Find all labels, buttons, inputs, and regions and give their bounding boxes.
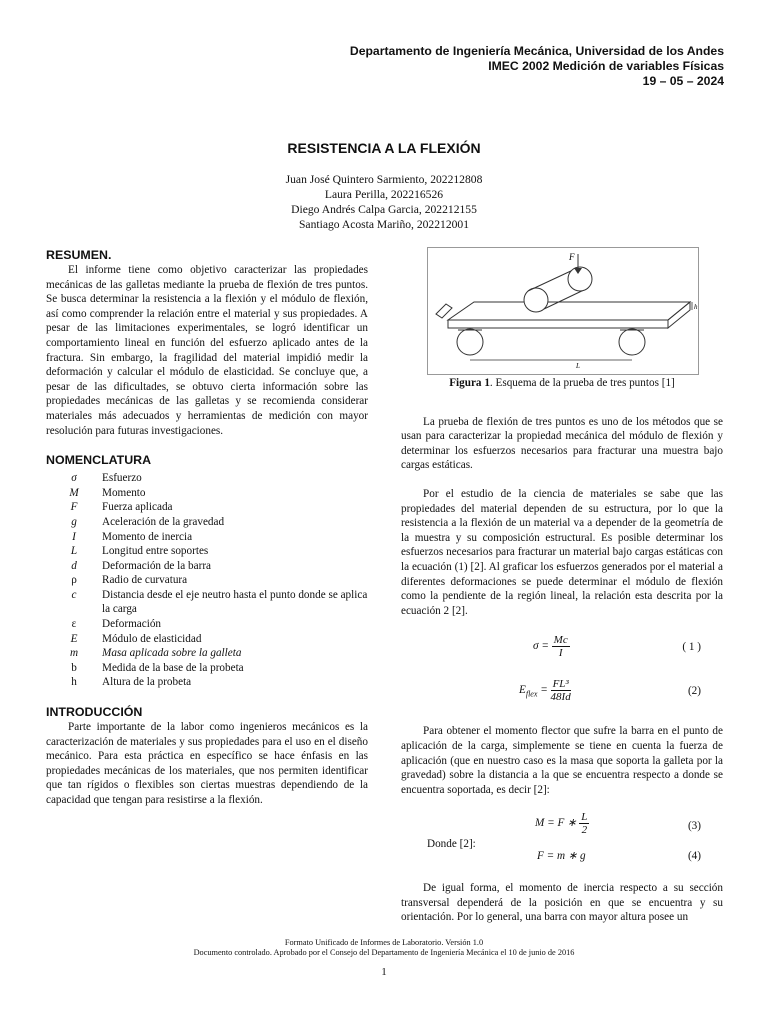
nomenclature-symbol: ρ: [71, 574, 77, 587]
nomenclature-symbol: L: [70, 545, 78, 558]
eq1-denominator: I: [558, 647, 563, 660]
eq3-tag: (3): [687, 820, 701, 833]
paragraph-three-point-intro: La prueba de flexión de tres puntos es uno de los métodos que se usan para caracterizar la propiedad mecánica del módulo de flexión y determinar los esfuerzos necesarios para fracturar una muestra bajo cargas estáticas.: [401, 415, 723, 472]
nomenclature-symbol: d: [71, 559, 77, 572]
nomenclature-item: [46, 500, 368, 515]
nomenclature-symbol: b: [71, 661, 77, 674]
nomenclature-item: [46, 573, 368, 588]
figure-three-point-bend: [427, 247, 699, 375]
figure-caption-label: Figura 1: [449, 377, 490, 389]
label-L: L: [576, 362, 580, 370]
resumen-text: El informe tiene como objetivo caracterizar las propiedades mecánicas de las galletas mediante la prueba de flexión de tres puntos. Se busca determinar la resistencia a la flexión y el módulo de flexión, así como comprender la relación entre el material y sus propiedades. A pesar de las limitaciones experimentales, se logró identificar un comportamiento lineal en función del esfuerzo aplicado antes de la fractura. Sin embargo, la fragilidad del material impidió medir la deformación y calcular el módulo de elasticidad. Se concluye que, a pesar de las dificultades, se obtuvo cierta información sobre las propiedades mecánicas de las galletas y se recomienda considerar materiales más adecuados y herramientas de medición con mayor resolución para futuras investigaciones.: [46, 264, 368, 437]
paper-title: RESISTENCIA A LA FLEXIÓN: [287, 140, 481, 156]
figure-caption-text: . Esquema de la prueba de tres puntos [1]: [489, 377, 675, 389]
author: Santiago Acosta Mariño, 202212001: [298, 218, 470, 231]
introduccion-heading: INTRODUCCIÓN: [46, 705, 143, 720]
figure-caption: [401, 376, 723, 391]
label-h: h: [694, 303, 698, 311]
nomenclature-item: [46, 559, 368, 574]
nomenclature-desc: Deformación de la barra: [102, 559, 212, 572]
eq4-tag: (4): [687, 850, 701, 863]
eq2-subscript: flex: [525, 689, 538, 699]
nomenclature-item: [46, 530, 368, 545]
header-department: Departamento de Ingeniería Mecánica, Universidad de los Andes: [349, 44, 724, 58]
nomenclature-desc: Aceleración de la gravedad: [102, 515, 225, 528]
nomenclatura-heading: NOMENCLATURA: [46, 453, 152, 468]
nomenclature-item: [46, 471, 368, 486]
nomenclature-desc: Radio de curvatura: [102, 574, 188, 587]
introduccion-text: Parte importante de la labor como ingenieros mecánicos es la caracterización de materiales y sus propiedades para el uso en el diseño mecánico. Para esta práctica en específico se hace énfasis en las propiedades mecánicas de los materiales, que nos permiten identificar que tan rígidos o flexibles son ciertas muestras dependiendo de la capacidad que tengan para resistirse a la flexión.: [46, 721, 368, 806]
equation-1: [401, 630, 723, 666]
nomenclature-desc: Longitud entre soportes: [102, 545, 209, 558]
nomenclature-item: [46, 617, 368, 632]
page-number: 1: [381, 966, 387, 978]
beam-top-face: [448, 302, 690, 320]
right-column: [401, 247, 723, 925]
nomenclature-desc: Momento de inercia: [102, 530, 193, 543]
nomenclature-item: [46, 632, 368, 647]
page-footer: [0, 938, 768, 958]
paragraph-bending-moment: Para obtener el momento flector que sufre la barra en el punto de aplicación de la carga, simplemente se tiene en cuenta la fuerza de aplicación (que en nuestro caso es la masa que soporta la galleta por la gravedad) sobre la distancia a la que se encuentra respecto a donde se encuentra soportada, es decir [2]:: [401, 725, 723, 796]
nomenclature-item: [46, 675, 368, 690]
nomenclature-item: [46, 486, 368, 501]
nomenclature-symbol: F: [70, 501, 78, 514]
nomenclature-desc: Distancia desde el eje neutro hasta el punto donde se aplica la carga: [102, 588, 368, 616]
nomenclature-item: [46, 646, 368, 661]
nomenclature-desc: Fuerza aplicada: [102, 501, 173, 514]
nomenclature-desc: Esfuerzo: [102, 472, 142, 485]
nomenclature-symbol: g: [71, 515, 77, 528]
nomenclature-symbol: m: [69, 647, 79, 660]
author: Diego Andrés Calpa Garcia, 202212155: [291, 203, 477, 216]
nomenclature-desc: Deformación: [102, 618, 162, 631]
eq3-numerator: L: [581, 811, 588, 824]
header-date: 19 – 05 – 2024: [642, 74, 724, 88]
author: Juan José Quintero Sarmiento, 202212808: [285, 173, 483, 186]
eq2-numerator: FL³: [552, 678, 569, 691]
paragraph-material-science: Por el estudio de la ciencia de materiales se sabe que las propiedades del material dependen de su estructura, por lo que la resistencia a la flexión de un material va a depender de la geometría de la muestra y su composición estructural. Es posible determinar los esfuerzos necesarios para fracturar un material bajo cargas estáticas con la ecuación (1) [2]. Al graficar los esfuerzos generados por el material a diferentes deformaciones se puede determinar el módulo de flexión como la pendiente de la región lineal, la relación esta descrita por la ecuación 2 [2].: [401, 487, 723, 617]
author-list: [0, 172, 768, 232]
label-F: F: [569, 252, 575, 262]
support-roller-left: [457, 329, 483, 355]
page-header: [350, 44, 724, 89]
nomenclature-item: [46, 588, 368, 617]
three-point-bend-diagram: [428, 248, 698, 374]
left-column: [46, 247, 368, 808]
nomenclature-desc: Masa aplicada sobre la galleta: [102, 647, 242, 660]
nomenclature-item: [46, 544, 368, 559]
nomenclature-desc: Momento: [102, 486, 146, 499]
author: Laura Perilla, 202216526: [324, 188, 444, 201]
nomenclature-symbol: h: [71, 676, 77, 689]
equation-2: [401, 674, 723, 710]
footer-approval: Documento controlado. Aprobado por el Consejo del Departamento de Ingeniería Mecánica el 10 de junio de 2016: [193, 948, 575, 957]
support-roller-right: [619, 329, 645, 355]
eq1-lhs: σ =: [533, 640, 549, 653]
eq1-tag: ( 1 ): [682, 641, 701, 654]
beam-front-face: [448, 320, 668, 328]
nomenclature-desc: Módulo de elasticidad: [102, 632, 202, 645]
footer-format: Formato Unificado de Informes de Laboratorio. Versión 1.0: [284, 938, 484, 947]
eq2-denominator: 48Id: [550, 691, 571, 704]
eq1-numerator: Mc: [553, 634, 568, 647]
equation-4: [401, 838, 723, 867]
donde-label: Donde [2]:: [427, 838, 476, 851]
eq2-tag: (2): [687, 685, 701, 698]
paragraph-moment-inertia: De igual forma, el momento de inercia respecto a su sección transversal dependerá de la posición en que se encuentra y su orientación. Por lo general, una barra con mayor altura posee un: [401, 882, 723, 924]
eq2-lhs: E: [519, 684, 526, 697]
nomenclature-item: [46, 661, 368, 676]
nomenclature-desc: Altura de la probeta: [102, 676, 192, 689]
nomenclature-symbol: σ: [71, 472, 77, 485]
eq4-formula: F = m ∗ g: [537, 850, 586, 863]
nomenclature-symbol: I: [72, 530, 76, 543]
beam-side-face: [668, 302, 690, 328]
eq3-denominator: 2: [581, 824, 588, 837]
eq3-lhs: M = F ∗: [535, 817, 577, 830]
nomenclature-symbol: ε: [71, 618, 77, 631]
nomenclature-symbol: c: [71, 588, 77, 601]
nomenclature-symbol: M: [69, 486, 79, 499]
eq2-equals: =: [537, 684, 548, 697]
nomenclature-desc: Medida de la base de la probeta: [102, 661, 244, 674]
header-course: IMEC 2002 Medición de variables Físicas: [488, 59, 724, 73]
resumen-heading: RESUMEN.: [46, 248, 112, 262]
beam-end-marker: [436, 304, 452, 318]
nomenclature-list: [46, 471, 368, 690]
nomenclature-item: [46, 515, 368, 530]
nomenclature-symbol: E: [70, 632, 78, 645]
